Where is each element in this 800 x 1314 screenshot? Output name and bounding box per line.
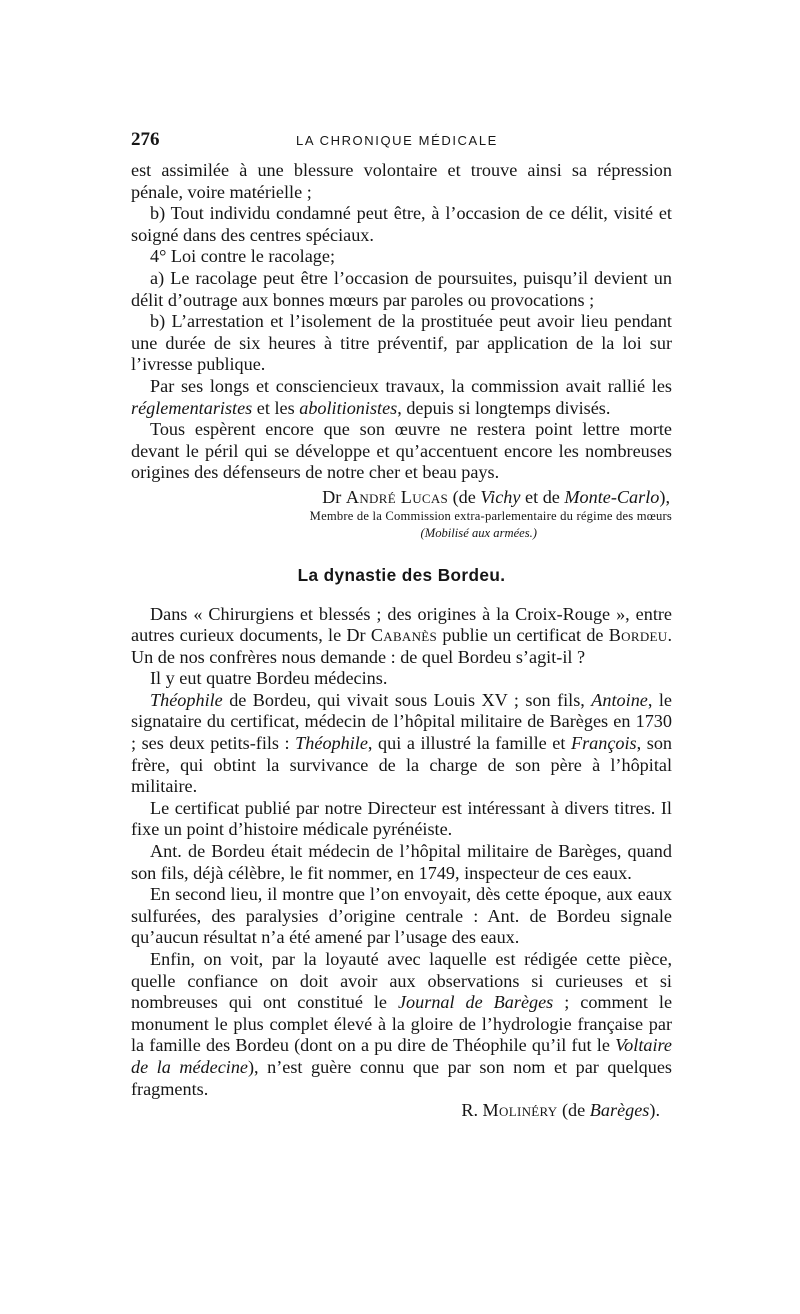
italic-title: Journal de Barèges xyxy=(397,992,554,1013)
author-name: André Lucas xyxy=(345,486,449,507)
person-name: Cabanès xyxy=(370,625,438,646)
place-name: Vichy xyxy=(480,486,521,507)
italic-term: abolitionistes xyxy=(299,397,398,418)
paragraph: Tous espèrent encore que son œuvre ne restera point lettre morte devant le péril qui se développe et qu’accentuent encore les nombreuses origines des défenseurs de notre cher et beau pays. xyxy=(131,419,672,483)
text-run: , son frère, qui obtint la survivance de la charge de son père à l’hôpital militaire. xyxy=(131,733,673,797)
paragraph: est assimilée à une blessure volontaire et trouve ainsi sa répression pénale, voire matérielle ; xyxy=(131,160,672,202)
paragraph: En second lieu, il montre que l’on envoyait, dès cette époque, aux eaux sulfurées, des paralysies d’origine centrale : Ant. de Bordeu signale qu’aucun résultat n’a été amené par l’usage des eaux. xyxy=(131,884,672,948)
italic-name: François xyxy=(570,733,637,754)
text-run: et de xyxy=(520,486,565,507)
author-signature xyxy=(131,486,672,541)
author-affiliation: Membre de la Commission extra-parlementaire du régime des mœurs xyxy=(309,508,672,523)
italic-term: réglementaristes xyxy=(131,397,253,418)
paragraph xyxy=(131,690,672,798)
place-name: Barèges xyxy=(589,1100,650,1121)
paragraph xyxy=(131,376,672,419)
signature-line xyxy=(131,486,672,508)
italic-name: Théophile xyxy=(150,689,223,710)
text-run: ), n’est guère connu que par son nom et par quelques fragments. xyxy=(131,1056,672,1099)
text-run: , depuis si longtemps divisés. xyxy=(397,397,611,418)
paragraph: Il y eut quatre Bordeu médecins. xyxy=(150,668,388,689)
text-run: Enfin, on voit, par la loyauté avec laquelle est rédigée cette pièce, quelle confiance on doit avoir aux observations si curieuses et si nombreuses qui ont constitué le xyxy=(131,949,672,1013)
paragraph: b) L’arrestation et l’isolement de la prostituée peut avoir lieu pendant une durée de six heures à titre préventif, par application de la loi sur l’ivresse publique. xyxy=(131,311,672,375)
text-run: de Bordeu, qui vivait sous Louis XV ; son fils, xyxy=(222,689,592,710)
text-run: Dans « Chirurgiens et blessés ; des origines à la Croix-Rouge », entre autres curieux documents, le Dr xyxy=(131,603,672,646)
text-run: ). xyxy=(649,1100,660,1121)
author-initial: R. xyxy=(461,1100,483,1121)
article-body xyxy=(131,160,672,1122)
paragraph: a) Le racolage peut être l’occasion de poursuites, puisqu’il devient un délit d’outrage aux bonnes mœurs par paroles ou provocations ; xyxy=(131,267,672,310)
text-run: (de xyxy=(557,1100,590,1121)
page-number: 276 xyxy=(131,129,160,150)
italic-name: Théophile xyxy=(295,733,368,754)
place-name: Monte-Carlo xyxy=(564,486,660,507)
author-name: Molinéry xyxy=(482,1100,558,1121)
running-title: LA CHRONIQUE MÉDICALE xyxy=(296,133,498,148)
paragraph: 4° Loi contre le racolage; xyxy=(150,246,336,267)
text-run: . Un de nos confrères nous demande : de quel Bordeu s’agit-il ? xyxy=(131,625,672,667)
text-run: Par ses longs et consciencieux travaux, la commission avait rallié les xyxy=(150,375,672,396)
author-note: (Mobilisé aux armées.) xyxy=(420,525,537,540)
signature-title: Dr xyxy=(322,486,342,507)
paragraph xyxy=(131,604,672,669)
paragraph xyxy=(131,949,672,1100)
section-title: La dynastie des Bordeu. xyxy=(297,564,506,585)
paragraph: Le certificat publié par notre Directeur est intéressant à divers titres. Il fixe un point d’histoire médicale pyrénéiste. xyxy=(131,797,672,840)
text-run: ; comment le monument le plus complet élevé à la gloire de l’hydrologie française par la famille des Bordeu (dont on a pu dire de Théophile qu’il fut le xyxy=(131,992,673,1056)
person-name: Bordeu xyxy=(608,625,668,646)
text-run: ), xyxy=(659,486,670,507)
italic-title: Voltaire de la médecine xyxy=(131,1035,672,1077)
paragraph: Ant. de Bordeu était médecin de l’hôpital militaire de Barèges, quand son fils, déjà célèbre, le fit nommer, en 1749, inspecteur de ces eaux. xyxy=(131,841,672,883)
text-run: , le signataire du certificat, médecin de l’hôpital militaire de Barèges en 1730 ; ses deux petits-fils : xyxy=(131,689,672,754)
italic-name: Antoine xyxy=(591,689,648,710)
text-run: et les xyxy=(252,397,300,418)
text-run: , qui a illustré la famille et xyxy=(367,733,571,754)
text-run: (de xyxy=(448,486,481,507)
page-header xyxy=(131,129,672,153)
paragraph: b) Tout individu condamné peut être, à l’occasion de ce délit, visité et soigné dans des centres spéciaux. xyxy=(131,203,672,245)
text-run: publie un certificat de xyxy=(437,625,609,646)
author-signature xyxy=(131,1100,672,1122)
